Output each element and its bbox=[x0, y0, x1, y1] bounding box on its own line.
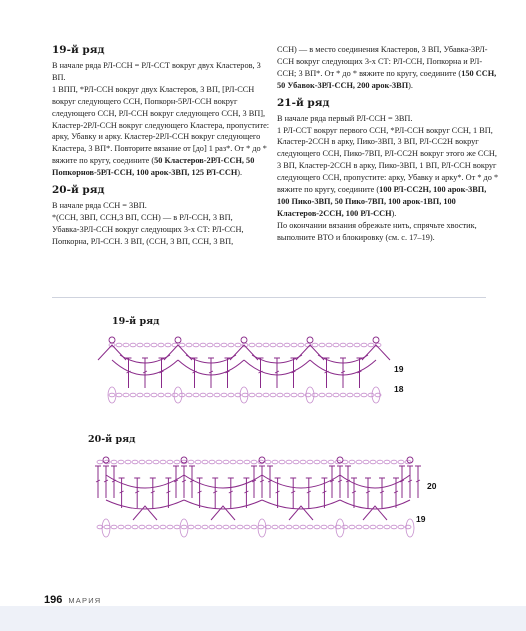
row-21-paragraph-3: По окончании вязания обрежьте нить, спрячьте хвостик, выполните ВТО и блокировку (см. с. 17–19). bbox=[277, 220, 477, 242]
row-21-paragraph-1: В начале ряда первый РЛ-ССН = 3ВП. bbox=[277, 113, 413, 123]
row-20-paragraph-1: В начале ряда ССН = 3ВП. bbox=[52, 201, 147, 211]
diagram-20-title: 20-й ряд bbox=[88, 434, 136, 445]
row-19-paragraph-2: 1 ВПП, *РЛ-ССН вокруг двух Кластеров, 3 ВП, [РЛ-ССН вокруг следующего ССН, Попкорн-5РЛ-ССН вокруг следующего ССН, РЛ-ССН вокруг следующего ССН, 3 ВП], Кластер-2РЛ-ССН вокруг следующего Кластера, пропустите: арку, Убавку и арку. Кластер-2РЛ-ССН вокруг следующего Кластера, 3 ВП*. Повторите вязание от [до] 1 раз*. От * до * вяжите по кругу, соедините (50 Кластеров-2РЛ-ССН, 50 Попкорнов-5РЛ-ССН, 100 арок-3ВП, 125 РЛ-ССН). bbox=[52, 84, 270, 178]
bottom-bar bbox=[0, 606, 526, 631]
row-19-heading: 19-й ряд bbox=[52, 44, 105, 56]
row-21-paragraph-2: 1 РЛ-ССТ вокруг первого ССН, *РЛ-ССН вокруг ССН, 1 ВП, Кластер-2ССН в арку, Пико-3ВП, 3 ВП, РЛ-СС2Н вокруг следующего ССН, Пико-7ВП, РЛ-СС2Н вокруг этого же ССН, 3 ВП, Кластер-2ССН в арку, Пико-3ВП, 1 ВП, РЛ-ССН вокруг следующего ССН, пропустите: арку, Убавку и арку*. От * до * вяжите по кругу, соедините (100 РЛ-СС2Н, 100 арок-3ВП, 100 Пико-3ВП, 50 Пико-7ВП, 100 арок-1ВП, 100 Кластеров-2ССН, 100 РЛ-ССН). bbox=[277, 125, 499, 218]
diagram-19-row-label-18: 18 bbox=[394, 384, 404, 394]
row-20-continued: ССН) — в место соединения Кластеров, 3 ВП, Убавка-3РЛ-ССН вокруг следующих 3-х СТ: РЛ-ССН, Попкорна и РЛ-ССН; 3 ВП*. От * до * вяжите по кругу, соедините (150 ССН, 50 Убавок-3РЛ-ССН, 200 арок-3ВП). bbox=[277, 45, 497, 90]
row-21-heading: 21-й ряд bbox=[277, 96, 330, 109]
crochet-chart-row-19 bbox=[98, 337, 390, 403]
diagram-19-row-label-19: 19 bbox=[394, 364, 404, 374]
diagram-20-row-label-19: 19 bbox=[416, 514, 426, 524]
diagram-19-title: 19-й ряд bbox=[112, 316, 160, 327]
diagram-20-row-label-20: 20 bbox=[427, 481, 437, 491]
row-19-paragraph-1: В начале ряда РЛ-ССН = РЛ-ССТ вокруг двух Кластеров, 3 ВП. bbox=[52, 61, 261, 82]
page-number: 196 bbox=[44, 594, 63, 606]
row-20-paragraph-2: *(ССН, 3ВП, ССН,3 ВП, ССН) — в РЛ-ССН, 3 ВП, Убавка-3РЛ-ССН вокруг следующих 3-х СТ: РЛ-ССН, Попкорна, РЛ-ССН. 3 ВП, (ССН, 3 ВП, ССН, 3 ВП, bbox=[52, 212, 244, 246]
publisher-brand: МАРИЯ bbox=[68, 596, 102, 605]
crochet-chart-row-20 bbox=[95, 457, 421, 537]
row-20-heading: 20-й ряд bbox=[52, 184, 105, 197]
